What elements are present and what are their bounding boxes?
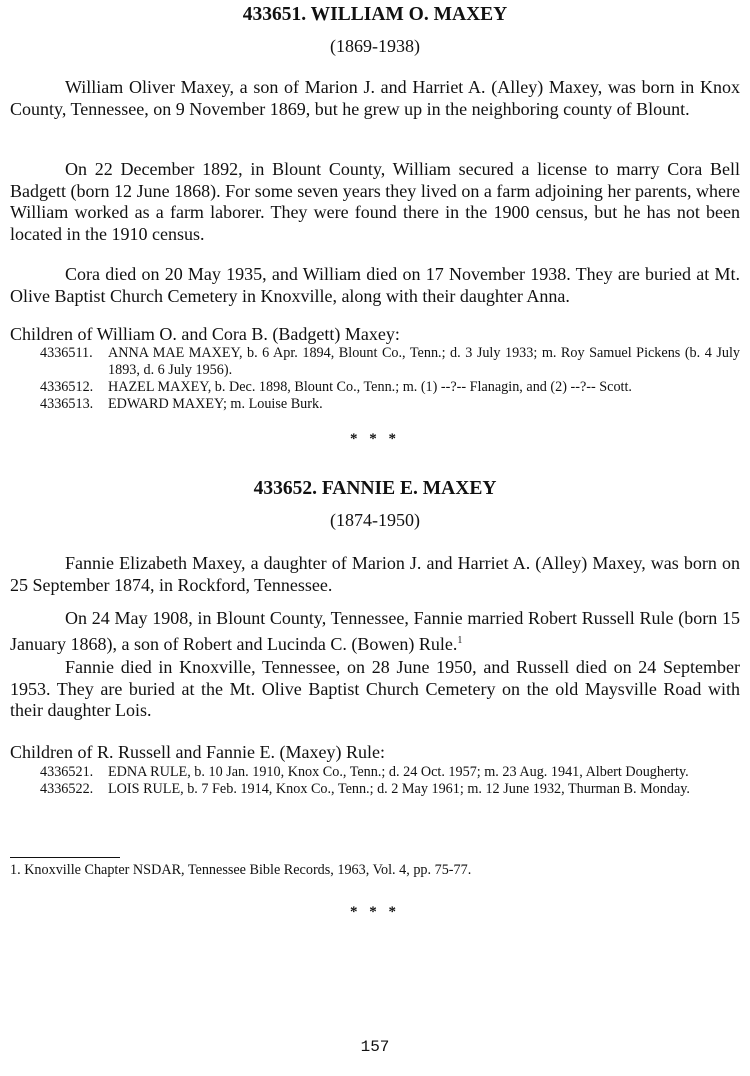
child-number: 4336512. [40, 379, 94, 395]
child-text: EDNA RULE, b. 10 Jan. 1910, Knox Co., Tenn.; d. 24 Oct. 1957; m. 23 Aug. 1941, Albert Dougherty. [108, 764, 689, 780]
list-item [10, 781, 740, 798]
paragraph: Fannie Elizabeth Maxey, a daughter of Marion J. and Harriet A. (Alley) Maxey, was born on 25 September 1874, in Rockford, Tennessee. [10, 553, 740, 595]
children-list [10, 345, 740, 413]
child-text: HAZEL MAXEY, b. Dec. 1898, Blount Co., Tenn.; m. (1) --?-- Flanagin, and (2) --?-- Scott. [108, 379, 632, 395]
child-number: 4336511. [40, 345, 93, 361]
list-item [10, 396, 740, 413]
paragraph [10, 608, 740, 655]
list-item [10, 345, 740, 379]
child-text: LOIS RULE, b. 7 Feb. 1914, Knox Co., Tenn.; d. 2 May 1961; m. 12 June 1932, Thurman B. Monday. [108, 781, 690, 797]
children-intro: Children of William O. and Cora B. (Badgett) Maxey: [10, 324, 400, 344]
paragraph: On 22 December 1892, in Blount County, William secured a license to marry Cora Bell Badgett (born 12 June 1868). For some seven years they lived on a farm adjoining her parents, where William worked as a farm laborer. They were found there in the 1900 census, but he has not been located in the 1910 census. [10, 159, 740, 245]
section-dates: (1874-1950) [330, 510, 420, 530]
section-heading: 433651. WILLIAM O. MAXEY [242, 4, 508, 25]
child-number: 4336522. [40, 781, 94, 797]
footnote: 1. Knoxville Chapter NSDAR, Tennessee Bible Records, 1963, Vol. 4, pp. 75-77. [10, 862, 472, 878]
paragraph: William Oliver Maxey, a son of Marion J. and Harriet A. (Alley) Maxey, was born in Knox County, Tennessee, on 9 November 1869, but he grew up in the neighboring county of Blount. [10, 77, 740, 119]
footnote-rule [10, 857, 120, 858]
list-item [10, 764, 740, 781]
paragraph: Fannie died in Knoxville, Tennessee, on 28 June 1950, and Russell died on 24 September 1953. They are buried at the Mt. Olive Baptist Church Cemetery on the old Maysville Road with their daughter Lois. [10, 657, 740, 721]
child-number: 4336521. [40, 764, 94, 780]
section-heading: 433652. FANNIE E. MAXEY [253, 478, 497, 499]
footnote-ref: 1 [457, 634, 463, 646]
children-intro: Children of R. Russell and Fannie E. (Maxey) Rule: [10, 742, 385, 762]
child-text: ANNA MAE MAXEY, b. 6 Apr. 1894, Blount Co., Tenn.; d. 3 July 1933; m. Roy Samuel Pickens (b. 4 July 1893, d. 6 July 1956). [108, 345, 740, 378]
child-number: 4336513. [40, 396, 94, 412]
page-number: 157 [360, 1038, 390, 1056]
section-separator: * * * [350, 904, 400, 920]
paragraph-text: On 24 May 1908, in Blount County, Tennessee, Fannie married Robert Russell Rule (born 15 January 1868), a son of Robert and Lucinda C. (Bowen) Rule. [10, 608, 740, 654]
section-dates: (1869-1938) [330, 36, 420, 56]
child-text: EDWARD MAXEY; m. Louise Burk. [108, 396, 323, 412]
section-separator: * * * [350, 431, 400, 447]
list-item [10, 379, 740, 396]
paragraph: Cora died on 20 May 1935, and William died on 17 November 1938. They are buried at Mt. Olive Baptist Church Cemetery in Knoxville, along with their daughter Anna. [10, 264, 740, 306]
children-list [10, 764, 740, 798]
